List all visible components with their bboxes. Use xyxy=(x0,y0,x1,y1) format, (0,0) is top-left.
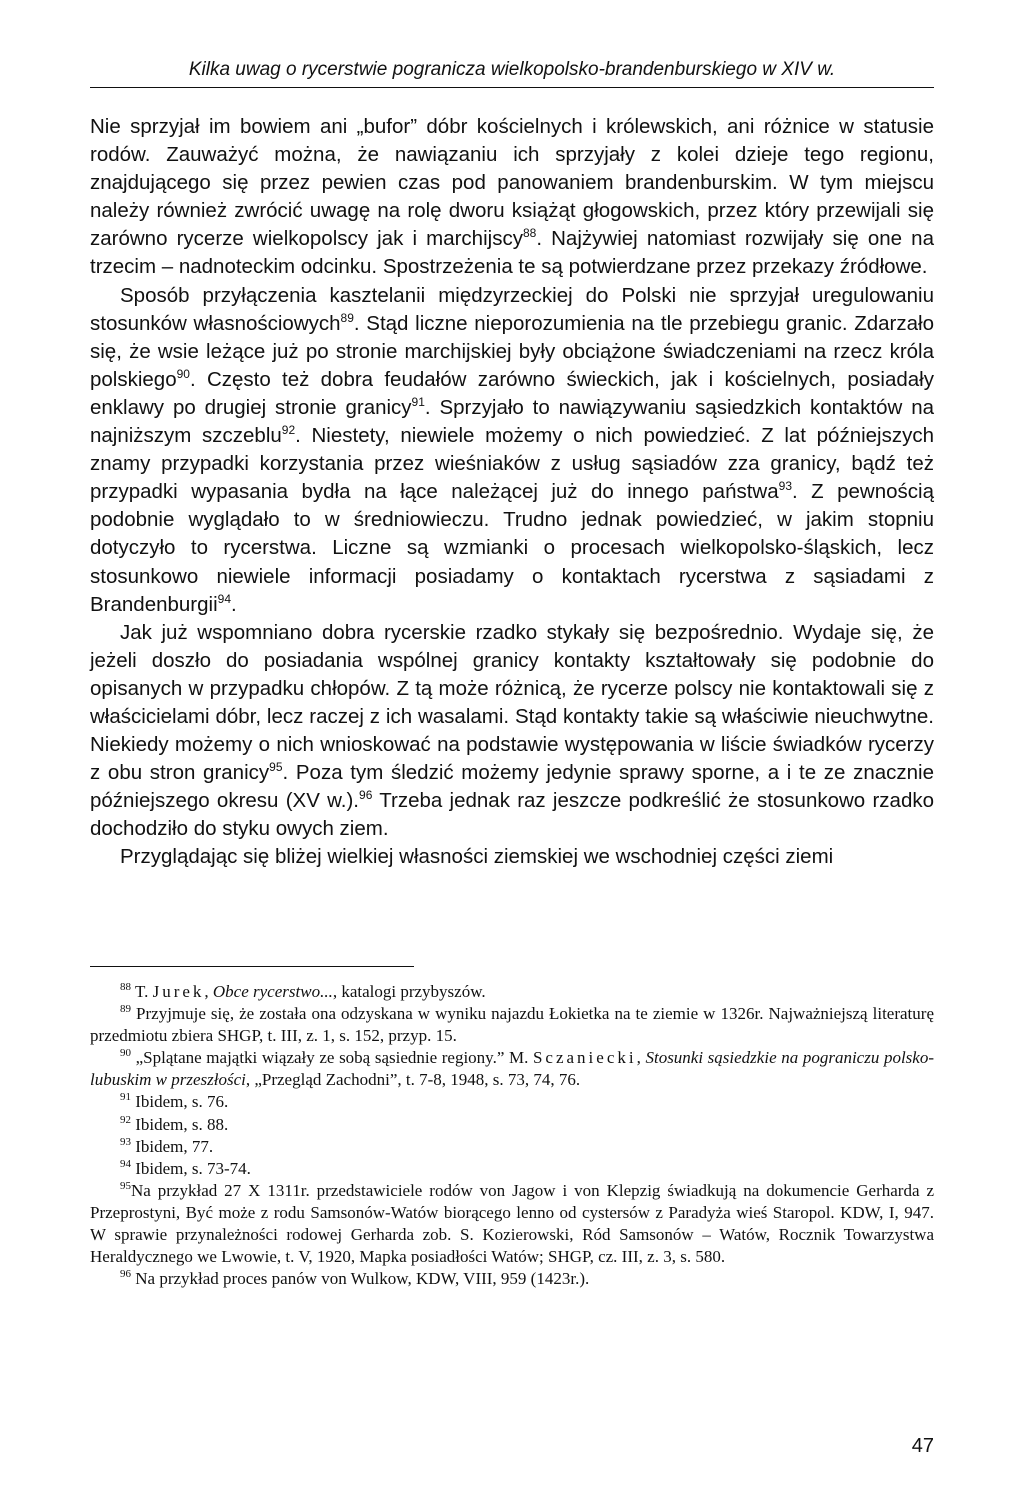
text-run: Sposób przyłączenia kasztelanii międzyrzeckiej do Polski nie sprzyjał uregulowaniu stosunków własnościowych xyxy=(90,283,934,335)
text-run: . Poza tym śledzić możemy jedynie sprawy sporne, a i te ze znacznie późniejszego okresu (XV w.). xyxy=(90,761,935,813)
footnote-text: Ibidem, 77. xyxy=(135,1136,214,1156)
footnote-number: 91 xyxy=(120,1091,131,1104)
footnote-95 xyxy=(90,1180,934,1268)
footnote-title: Stosunki sąsiedzkie na pograniczu polsko-lubuskim w przeszłości xyxy=(90,1048,934,1090)
footnote-ref-94[interactable]: 94 xyxy=(217,591,232,606)
text-run: . Często też dobra feudałów zarówno świeckich, jak i kościelnych, posiadały enklawy po drugiej stronie granicy xyxy=(90,367,934,419)
main-text xyxy=(90,113,934,872)
text-run: . Sprzyjało to nawiązywaniu sąsiedzkich kontaktów na najniższym szczeblu xyxy=(90,395,934,448)
text-run: . Niestety, niewiele możemy o nich powiedzieć. Z lat późniejszych znamy przypadki korzystania przez wieśniaków z usług sąsiadów zza granicy, bądź też przypadki wypasania bydła na łące należącej już do innego państwa xyxy=(90,424,935,504)
text-run: . Najżywiej natomiast rozwijały się one na trzecim – nadnoteckim odcinku. Spostrzeżenia te są potwierdzane przez przekazy źródłowe. xyxy=(90,227,934,279)
footnote-92 xyxy=(90,1114,934,1136)
text-run: Trzeba jednak raz jeszcze podkreślić że stosunkowo rzadko dochodziło do styku owych ziem. xyxy=(90,789,934,841)
footnote-88 xyxy=(90,981,934,1003)
footnote-ref-91[interactable]: 91 xyxy=(411,394,425,409)
text-run: . Z pewnością podobnie wyglądało to w średniowieczu. Trudno jednak powiedzieć, w jakim stopniu dotyczyło to rycerstwa. Liczne są wzmianki o procesach wielkopolsko-śląskich, lecz stosunkowo niewiele informacji posiadamy o kontaktach rycerstwa z sąsiadami z Brandenburgii xyxy=(90,480,934,616)
footnote-text: Na przykład proces panów von Wulkow, KDW, VIII, 959 (1423r.). xyxy=(135,1269,590,1289)
footnote-91 xyxy=(90,1091,934,1113)
footnote-number: 90 xyxy=(120,1047,131,1060)
footnote-number: 96 xyxy=(120,1268,131,1281)
footnote-number: 93 xyxy=(120,1135,131,1148)
footnote-93 xyxy=(90,1136,934,1158)
footnote-ref-96[interactable]: 96 xyxy=(359,788,373,803)
footnote-text: Na przykład 27 X 1311r. przedstawiciele rodów von Jagow i von Klepzig świadkują na dokumencie Gerharda z Przeprostyni, Być może z rodu Samsonów-Watów biorącego lenno od cystersów z Paradyża wieś Staropol. KDW, I, 947. W sprawie przynależności rodowej Gerharda zob. S. Kozierowski, Ród Samsonów – Watów, Rocznik Towarzystwa Heraldycznego we Lwowie, t. V, 1920, Mapka posiadłości Watów; SHGP, cz. III, z. 3, s. 580. xyxy=(90,1180,934,1267)
header-rule xyxy=(90,87,934,88)
paragraph-3 xyxy=(90,619,934,844)
text-run: Nie sprzyjał im bowiem ani „bufor” dóbr kościelnych i królewskich, ani różnice w statusie rodów. Zauważyć można, że nawiązaniu ich sprzyjały z kolei dzieje tego regionu, znajdującego się przez pewien czas pod panowaniem brandenburskim. W tym miejscu należy również zwrócić uwagę na rolę dworu książąt głogowskich, przez który przewijali się zarówno rycerze wielkopolscy jak i marchijscy xyxy=(90,115,934,251)
footnote-number: 89 xyxy=(120,1003,131,1016)
footnote-96 xyxy=(90,1268,934,1290)
footnote-text: , „Przegląd Zachodni”, t. 7-8, 1948, s. 73, 74, 76. xyxy=(245,1070,581,1090)
paragraph-4 xyxy=(90,843,934,871)
footnote-ref-90[interactable]: 90 xyxy=(176,366,190,381)
footnote-text: T. xyxy=(134,982,153,1001)
footnote-title: Obce rycerstwo... xyxy=(212,982,333,1001)
footnote-number: 94 xyxy=(120,1157,131,1170)
footnote-author: Jurek xyxy=(152,982,205,1001)
footnote-94 xyxy=(90,1158,934,1180)
text-run: Jak już wspomniano dobra rycerskie rzadko stykały się bezpośrednio. Wydaje się, że jeżeli doszło do posiadania wspólnej granicy kontakty kształtowały się podobnie do opisanych w przypadku chłopów. Z tą może różnicą, że rycerze polscy nie kontaktowali się z właścicielami dóbr, lecz raczej z ich wasalami. Stąd kontakty takie są właściwie nieuchwytne. Niekiedy możemy o nich wnioskować na podstawie występowania w liście świadków rycerzy z obu stron granicy xyxy=(90,620,934,785)
footnote-text: Ibidem, s. 88. xyxy=(135,1114,229,1134)
footnote-text: „Splątane majątki wiązały ze sobą sąsiednie regiony.” M. xyxy=(135,1048,533,1068)
footnote-text: , katalogi przybyszów. xyxy=(332,982,486,1001)
text-run: . xyxy=(231,592,237,616)
page-number: 47 xyxy=(911,1435,934,1457)
text-run: Przyglądając się bliżej wielkiej własności ziemskiej we wschodniej części ziemi xyxy=(120,845,834,869)
footnote-number: 92 xyxy=(120,1113,131,1126)
footnote-number: 95 xyxy=(120,1179,131,1192)
footnote-separator xyxy=(90,966,414,967)
text-run: . Stąd liczne nieporozumienia na tle przebiegu granic. Zdarzało się, że wsie leżące już po stronie marchijskiej były obciążone świadczeniami na rzecz króla polskiego xyxy=(90,311,934,391)
running-title: Kilka uwag o rycerstwie pogranicza wielkopolsko-brandenburskiego w XIV w. xyxy=(188,59,836,80)
footnote-89 xyxy=(90,1003,934,1047)
footnote-text: Ibidem, s. 76. xyxy=(135,1092,229,1112)
footnote-number: 88 xyxy=(120,981,131,993)
footnote-text: , xyxy=(204,982,213,1001)
footnote-author: Sczaniecki xyxy=(532,1048,637,1068)
footnote-text: Ibidem, s. 73-74. xyxy=(135,1158,251,1178)
footnotes xyxy=(90,981,934,1290)
footnote-text: Przyjmuje się, że została ona odzyskana w wyniku najazdu Łokietka na te ziemie w 1326r. Najważniejszą literaturę przedmiotu zbiera SHGP, t. III, z. 1, s. 152, przyp. 15. xyxy=(90,1004,934,1046)
footnote-ref-89[interactable]: 89 xyxy=(340,310,354,325)
paragraph-2 xyxy=(90,282,934,619)
footnote-ref-88[interactable]: 88 xyxy=(522,226,537,241)
paragraph-1 xyxy=(90,113,934,282)
footnote-ref-95[interactable]: 95 xyxy=(269,760,283,775)
footnote-ref-92[interactable]: 92 xyxy=(281,423,296,438)
footnote-ref-93[interactable]: 93 xyxy=(778,479,792,494)
footnote-90 xyxy=(90,1047,934,1091)
footnote-text: , xyxy=(636,1048,646,1068)
